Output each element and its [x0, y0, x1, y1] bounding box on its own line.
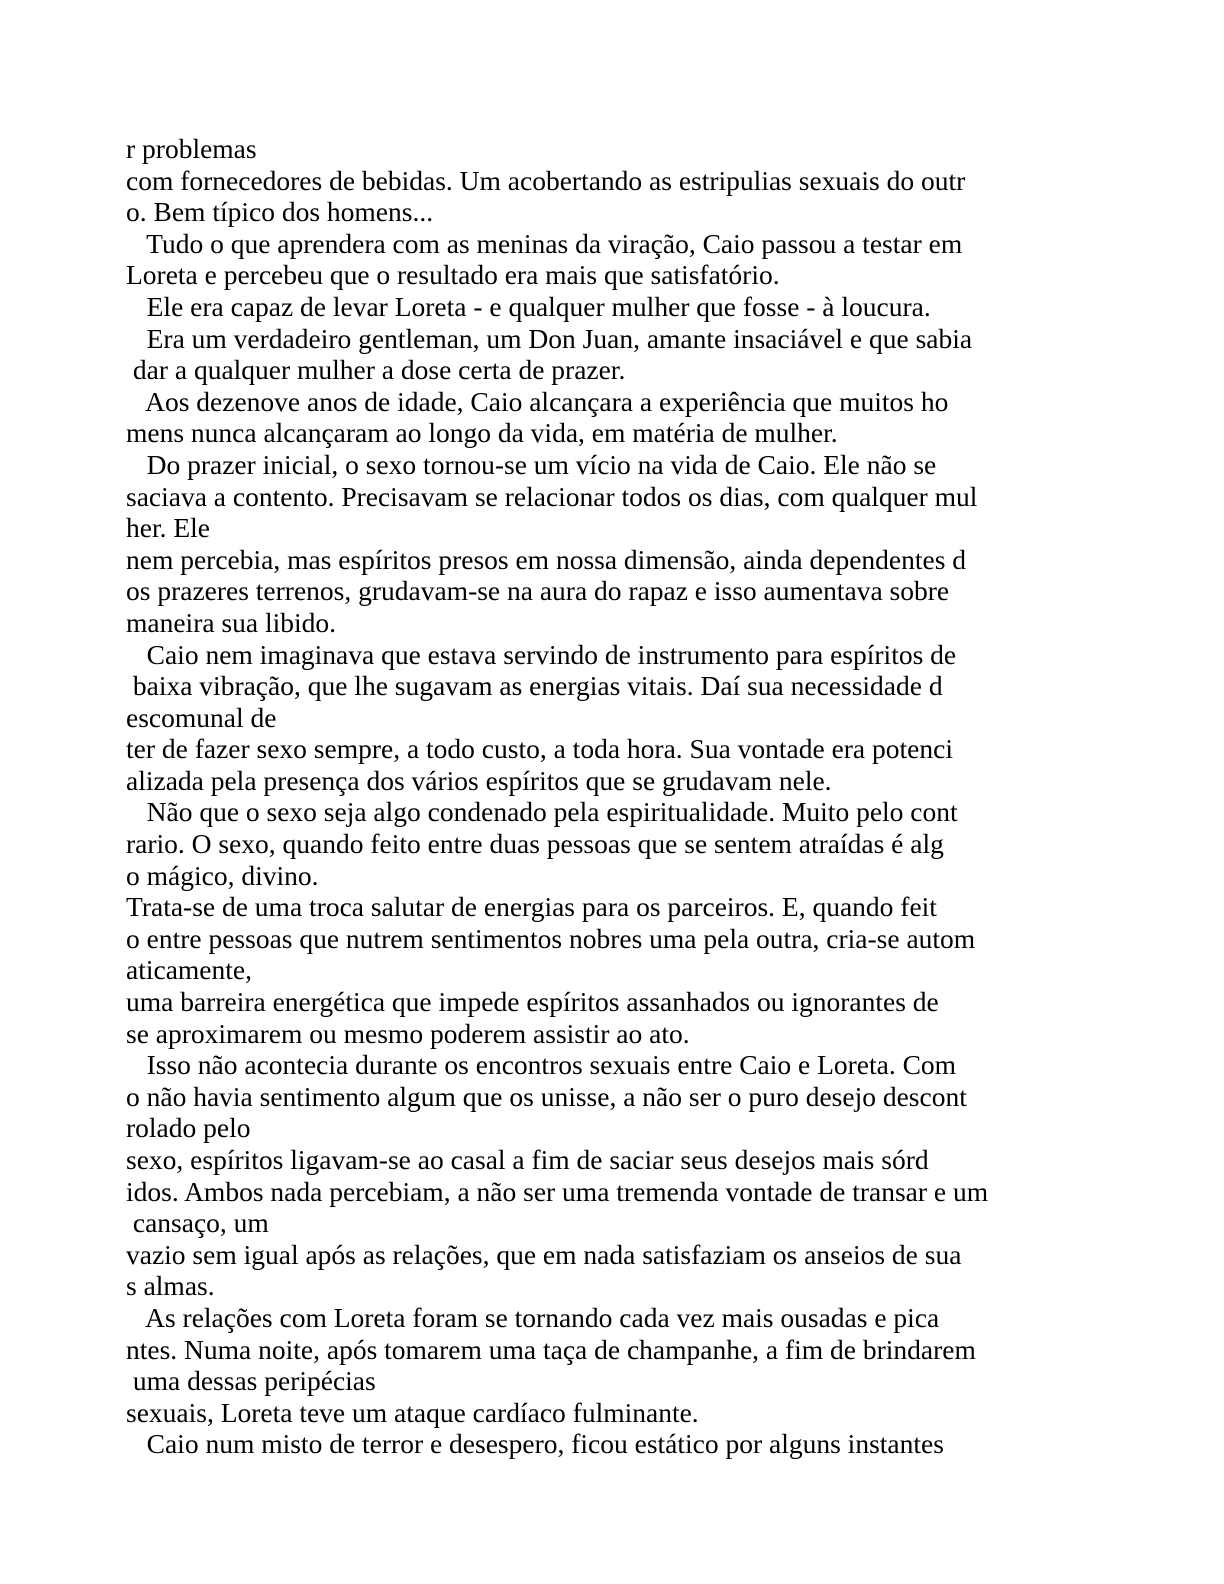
- text-line: sexuais, Loreta teve um ataque cardíaco fulminante.: [126, 1396, 699, 1428]
- text-line: Aos dezenove anos de idade, Caio alcançara a experiência que muitos ho: [126, 385, 949, 417]
- text-line: vazio sem igual após as relações, que em nada satisfaziam os anseios de sua: [126, 1238, 962, 1270]
- text-line: maneira sua libido.: [126, 606, 337, 638]
- text-line: Caio nem imaginava que estava servindo de instrumento para espíritos de: [126, 638, 957, 670]
- text-line: alizada pela presença dos vários espíritos que se grudavam nele.: [126, 764, 832, 796]
- text-line: sexo, espíritos ligavam-se ao casal a fim de saciar seus desejos mais sórd: [126, 1144, 929, 1175]
- text-line: os prazeres terrenos, grudavam-se na aura do rapaz e isso aumentava sobre: [126, 575, 950, 607]
- text-line: o mágico, divino.: [126, 859, 319, 891]
- text-line: Isso não acontecia durante os encontros sexuais entre Caio e Loreta. Com: [126, 1049, 957, 1081]
- text-line: escomunal de: [126, 701, 277, 733]
- text-line: Era um verdadeiro gentleman, um Don Juan, amante insaciável e que sabia: [126, 322, 973, 354]
- text-line: mens nunca alcançaram ao longo da vida, em matéria de mulher.: [126, 417, 838, 449]
- text-line: rario. O sexo, quando feito entre duas pessoas que se sentem atraídas é alg: [126, 828, 944, 860]
- text-line: cansaço, um: [126, 1207, 269, 1239]
- text-line: nem percebia, mas espíritos presos em nossa dimensão, ainda dependentes d: [126, 543, 967, 575]
- text-line: r problemas: [126, 133, 257, 164]
- text-line: her. Ele: [126, 512, 210, 544]
- text-line: o não havia sentimento algum que os unisse, a não ser o puro desejo descont: [126, 1080, 967, 1112]
- text-line: Tudo o que aprendera com as meninas da viração, Caio passou a testar em: [126, 227, 963, 259]
- text-line: o entre pessoas que nutrem sentimentos nobres uma pela outra, cria-se autom: [126, 922, 976, 954]
- text-line: Caio num misto de terror e desespero, ficou estático por alguns instantes: [126, 1428, 944, 1460]
- text-line: uma barreira energética que impede espíritos assanhados ou ignorantes de: [126, 986, 939, 1018]
- text-line: Não que o sexo seja algo condenado pela espiritualidade. Muito pelo cont: [126, 796, 958, 828]
- text-line: aticamente,: [126, 954, 252, 986]
- text-line: Loreta e percebeu que o resultado era mais que satisfatório.: [126, 259, 780, 291]
- text-line: ntes. Numa noite, após tomarem uma taça de champanhe, a fim de brindarem: [126, 1333, 976, 1365]
- text-line: Trata-se de uma troca salutar de energias para os parceiros. E, quando feit: [126, 891, 937, 923]
- text-line: Ele era capaz de levar Loreta - e qualquer mulher que fosse - à loucura.: [126, 290, 931, 322]
- text-line: dar a qualquer mulher a dose certa de prazer.: [126, 354, 626, 386]
- text-line: As relações com Loreta foram se tornando cada vez mais ousadas e pica: [126, 1301, 940, 1333]
- text-line: ter de fazer sexo sempre, a todo custo, a toda hora. Sua vontade era potenci: [126, 733, 953, 765]
- body-text: [126, 133, 1186, 1460]
- text-line: com fornecedores de bebidas. Um acobertando as estripulias sexuais do outr: [126, 164, 966, 196]
- text-line: o. Bem típico dos homens...: [126, 196, 434, 228]
- text-line: rolado pelo: [126, 1112, 251, 1144]
- text-line: idos. Ambos nada percebiam, a não ser uma tremenda vontade de transar e um: [126, 1175, 989, 1207]
- text-line: uma dessas peripécias: [126, 1365, 376, 1397]
- text-line: baixa vibração, que lhe sugavam as energias vitais. Daí sua necessidade d: [126, 670, 943, 702]
- text-line: s almas.: [126, 1270, 215, 1302]
- text-line: se aproximarem ou mesmo poderem assistir ao ato.: [126, 1017, 690, 1049]
- text-line: saciava a contento. Precisavam se relacionar todos os dias, com qualquer mul: [126, 480, 978, 512]
- text-line: Do prazer inicial, o sexo tornou-se um vício na vida de Caio. Ele não se: [126, 448, 937, 480]
